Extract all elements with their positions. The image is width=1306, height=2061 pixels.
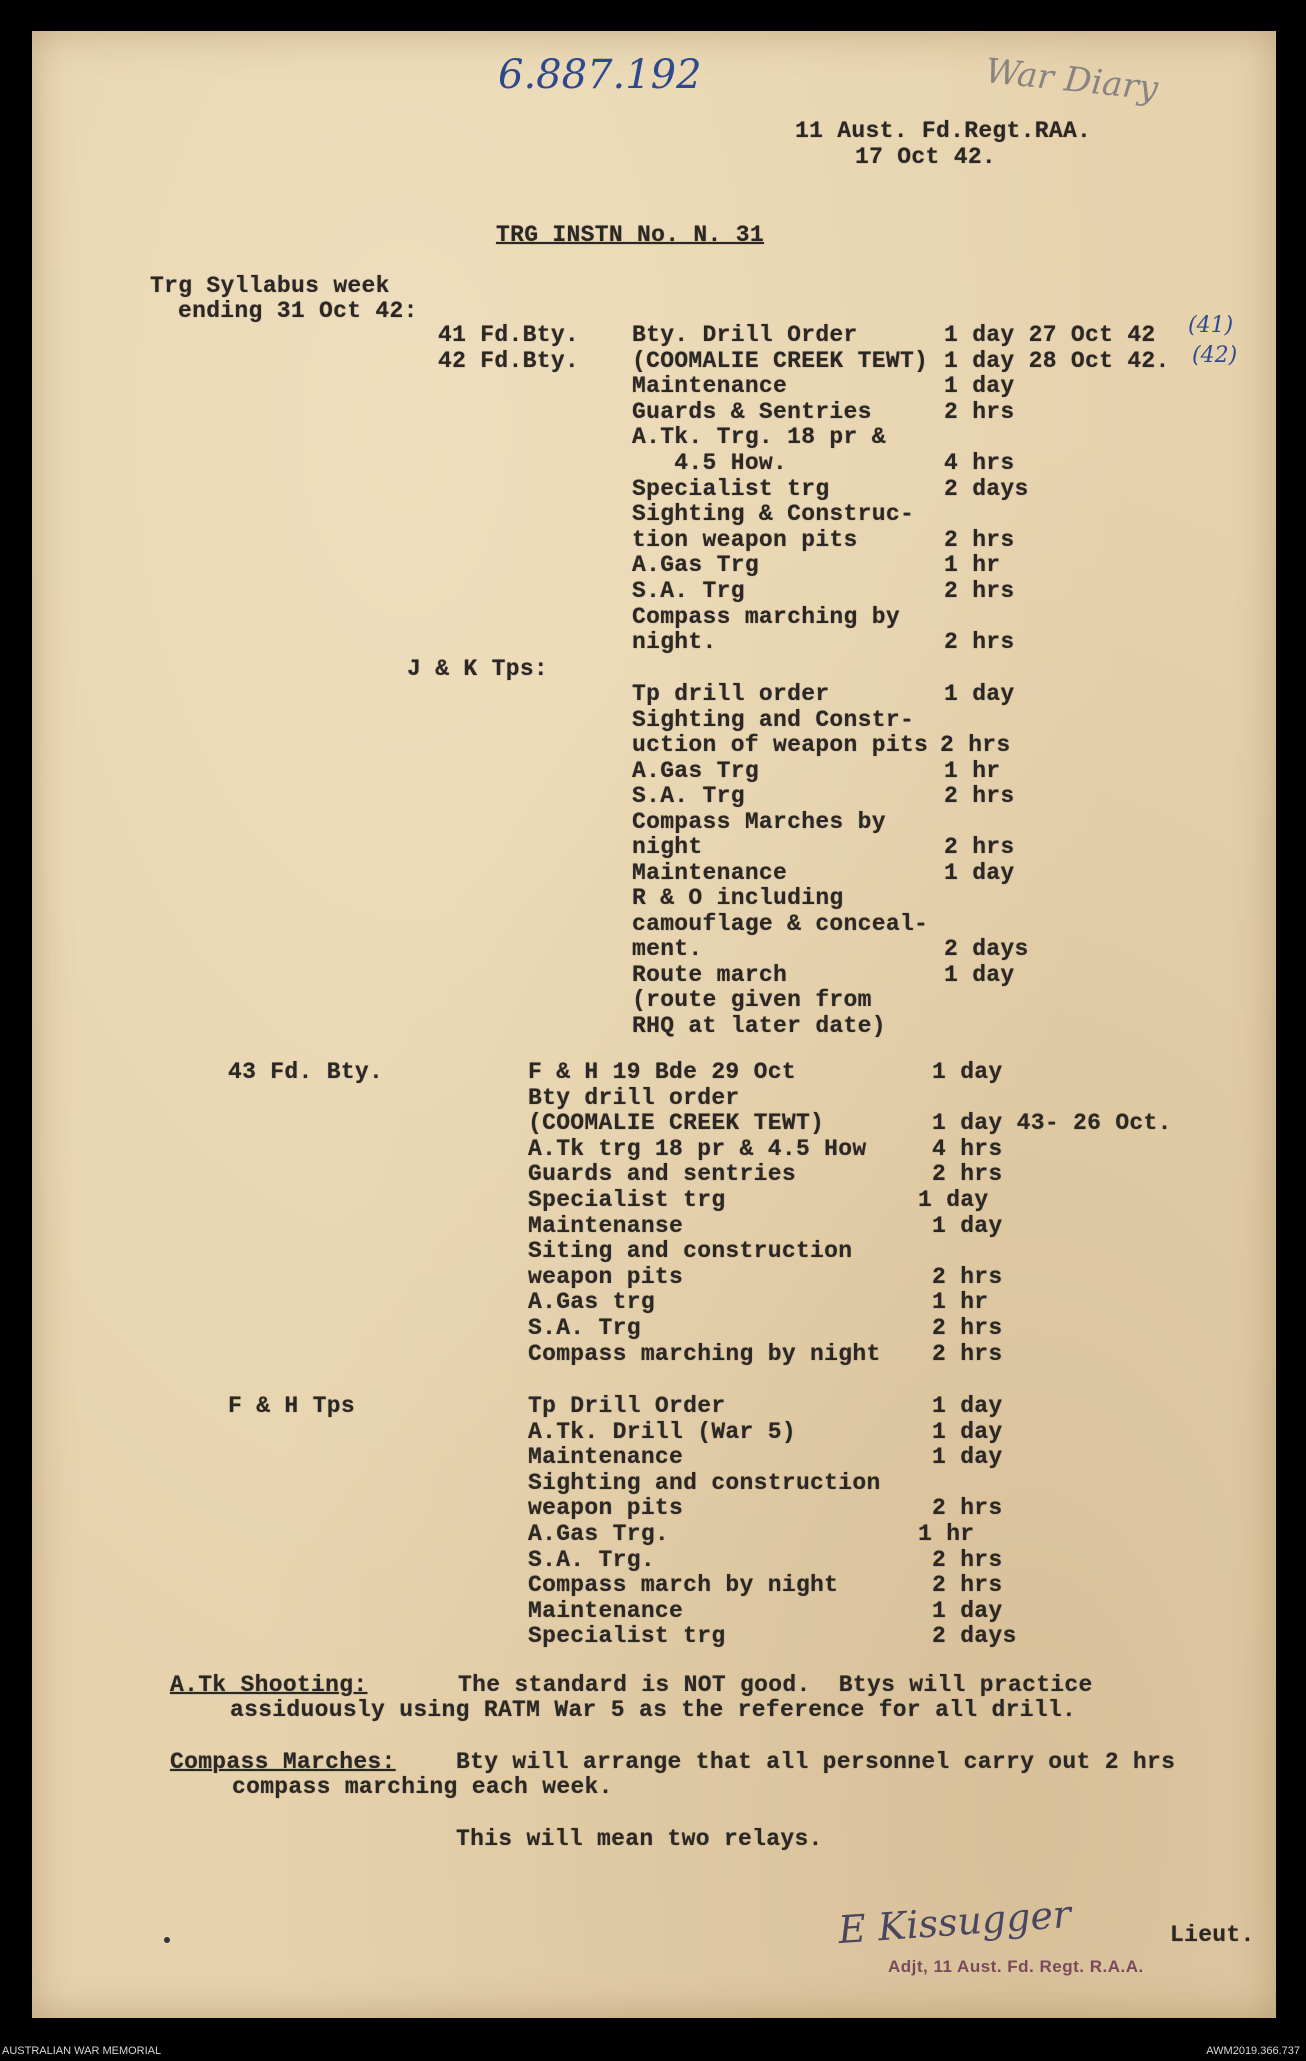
syllabus-item: A.Gas Trg <box>632 757 759 784</box>
syllabus-item: weapon pits <box>528 1495 684 1522</box>
syllabus-duration: 2 hrs <box>932 1546 1003 1573</box>
footer-left: AUSTRALIAN WAR MEMORIAL <box>2 2045 162 2057</box>
syllabus-duration: 2 hrs <box>932 1315 1003 1341</box>
syllabus-item: Specialist trg <box>632 475 830 502</box>
syllabus-duration: 1 hr <box>918 1521 975 1547</box>
syllabus-item: S.A. Trg <box>632 783 745 809</box>
syllabus-duration: 1 hr <box>944 552 1001 579</box>
syllabus-duration: 2 hrs <box>944 398 1015 425</box>
compass-marches-line-2: compass marching each week. <box>232 1774 613 1800</box>
document-date: 17 Oct 42. <box>855 144 997 170</box>
syllabus-item: A.Tk trg 18 pr & 4.5 How <box>528 1135 867 1162</box>
compass-marches-label: Compass Marches: <box>170 1749 396 1775</box>
unit-label-41: 41 Fd.Bty. <box>438 322 580 348</box>
syllabus-item: Tp Drill Order <box>528 1393 726 1419</box>
syllabus-item: night. <box>632 629 717 656</box>
syllabus-duration: 4 hrs <box>932 1135 1003 1162</box>
syllabus-item: A.Tk. Drill (War 5) <box>528 1418 796 1445</box>
syllabus-duration: 2 hrs <box>944 834 1015 860</box>
document-title: TRG INSTN No. N. 31 <box>496 222 764 248</box>
syllabus-item: F & H 19 Bde 29 Oct <box>528 1059 796 1085</box>
syllabus-item: Bty drill order <box>528 1084 740 1111</box>
syllabus-item: Guards & Sentries <box>632 398 872 425</box>
syllabus-item: uction of weapon pits <box>632 732 929 758</box>
adjutant-stamp: Adjt, 11 Aust. Fd. Regt. R.A.A. <box>888 1957 1144 1976</box>
syllabus-item: (route given from <box>632 987 872 1013</box>
syllabus-item: Siting and construction <box>528 1238 853 1265</box>
signature-rank: Lieut. <box>1170 1922 1255 1948</box>
syllabus-duration: 1 hr <box>944 757 1001 784</box>
signature: E Kissugger <box>836 1891 1073 1953</box>
syllabus-item: Sighting & Construc- <box>632 501 915 528</box>
syllabus-item: RHQ at later date) <box>632 1012 886 1039</box>
syllabus-duration: 1 day <box>932 1212 1003 1239</box>
syllabus-item: S.A. Trg <box>528 1315 641 1341</box>
syllabus-item: Compass Marches by <box>632 808 886 835</box>
syllabus-duration: 2 hrs <box>932 1263 1003 1290</box>
syllabus-duration: 1 day <box>932 1393 1003 1419</box>
syllabus-item: Route march <box>632 961 788 988</box>
footer-right: AWM2019.366.737 <box>1206 2045 1300 2057</box>
syllabus-duration: 2 days <box>944 475 1029 502</box>
syllabus-duration: 1 day <box>918 1187 989 1213</box>
handwritten-war-diary: War Diary <box>983 51 1160 109</box>
syllabus-duration: 2 hrs <box>932 1161 1003 1188</box>
syllabus-duration: 1 day 27 Oct 42 <box>944 322 1156 348</box>
syllabus-item: camouflage & conceal- <box>632 910 929 937</box>
atk-shooting-label: A.Tk Shooting: <box>170 1672 368 1698</box>
syllabus-duration: 1 day <box>944 961 1015 988</box>
syllabus-duration: 1 hr <box>932 1289 989 1316</box>
syllabus-item: Specialist trg <box>528 1187 726 1213</box>
syllabus-duration: 1 day <box>944 859 1015 886</box>
syllabus-duration: 1 day <box>932 1444 1003 1471</box>
syllabus-item: (COOMALIE CREEK TEWT) <box>632 347 929 374</box>
compass-marches-line-1: Bty will arrange that all personnel carry out 2 hrs <box>456 1749 1176 1775</box>
handwritten-margin-41: (41) <box>1188 313 1234 338</box>
syllabus-duration: 1 day <box>932 1418 1003 1445</box>
syllabus-item: ment. <box>632 936 703 962</box>
relays-note: This will mean two relays. <box>456 1826 823 1852</box>
syllabus-duration: 1 day <box>932 1597 1003 1624</box>
syllabus-duration: 1 day 43- 26 Oct. <box>932 1110 1172 1137</box>
unit-label-43: 43 Fd. Bty. <box>228 1059 384 1085</box>
syllabus-item: tion weapon pits <box>632 526 858 553</box>
syllabus-item: Maintenanse <box>528 1212 684 1239</box>
handwritten-file-number: 6.887.192 <box>498 52 702 98</box>
syllabus-item: Maintenance <box>632 859 788 886</box>
intro-line-2: ending 31 Oct 42: <box>178 298 418 324</box>
syllabus-item: Specialist trg <box>528 1623 726 1650</box>
syllabus-duration: 2 hrs <box>944 526 1015 553</box>
syllabus-duration: 1 day <box>932 1059 1003 1085</box>
handwritten-margin-42: (42) <box>1192 343 1238 368</box>
syllabus-item: A.Gas Trg. <box>528 1521 670 1547</box>
syllabus-item: (COOMALIE CREEK TEWT) <box>528 1110 825 1137</box>
syllabus-duration: 1 day 28 Oct 42. <box>944 347 1170 374</box>
syllabus-item: Sighting and Constr- <box>632 706 915 733</box>
syllabus-item: Compass marching by night <box>528 1340 881 1367</box>
unit-label-42: 42 Fd.Bty. <box>438 348 580 374</box>
unit-label-fh: F & H Tps <box>228 1393 355 1419</box>
syllabus-item: Compass marching by <box>632 603 900 630</box>
atk-shooting-line-1: The standard is NOT good. Btys will practice <box>458 1672 1093 1698</box>
syllabus-item: Maintenance <box>632 373 788 400</box>
syllabus-item: night <box>632 834 703 860</box>
syllabus-duration: 2 hrs <box>944 578 1015 604</box>
syllabus-item: 4.5 How. <box>632 450 788 476</box>
syllabus-item: Maintenance <box>528 1444 684 1471</box>
punch-dot <box>164 1937 170 1943</box>
syllabus-duration: 2 hrs <box>944 783 1015 809</box>
syllabus-duration: 2 hrs <box>932 1340 1003 1367</box>
syllabus-duration: 2 hrs <box>932 1495 1003 1522</box>
syllabus-duration: 4 hrs <box>944 450 1015 476</box>
syllabus-item: Guards and sentries <box>528 1161 796 1188</box>
unit-label-jk: J & K Tps: <box>407 656 549 682</box>
syllabus-item: Tp drill order <box>632 681 830 707</box>
syllabus-item: A.Gas trg <box>528 1289 655 1316</box>
syllabus-item: Sighting and construction <box>528 1469 881 1496</box>
syllabus-item: A.Gas Trg <box>632 552 759 579</box>
syllabus-duration: 2 days <box>932 1623 1017 1650</box>
syllabus-duration: 1 day <box>944 373 1015 400</box>
syllabus-item: A.Tk. Trg. 18 pr & <box>632 424 886 451</box>
syllabus-duration: 2 hrs <box>944 629 1015 656</box>
syllabus-item: S.A. Trg. <box>528 1546 655 1573</box>
syllabus-item: Maintenance <box>528 1597 684 1624</box>
syllabus-item: S.A. Trg <box>632 578 745 604</box>
syllabus-duration: 2 hrs <box>932 1572 1003 1599</box>
unit-heading: 11 Aust. Fd.Regt.RAA. <box>795 118 1092 144</box>
syllabus-item: weapon pits <box>528 1263 684 1290</box>
syllabus-duration: 2 hrs <box>940 732 1011 758</box>
intro-line-1: Trg Syllabus week <box>150 273 390 299</box>
syllabus-duration: 2 days <box>944 936 1029 962</box>
syllabus-duration: 1 day <box>944 681 1015 707</box>
syllabus-item: R & O including <box>632 885 844 911</box>
syllabus-item: Compass march by night <box>528 1572 839 1599</box>
syllabus-item: Bty. Drill Order <box>632 322 858 348</box>
atk-shooting-line-2: assiduously using RATM War 5 as the reference for all drill. <box>230 1697 1077 1723</box>
